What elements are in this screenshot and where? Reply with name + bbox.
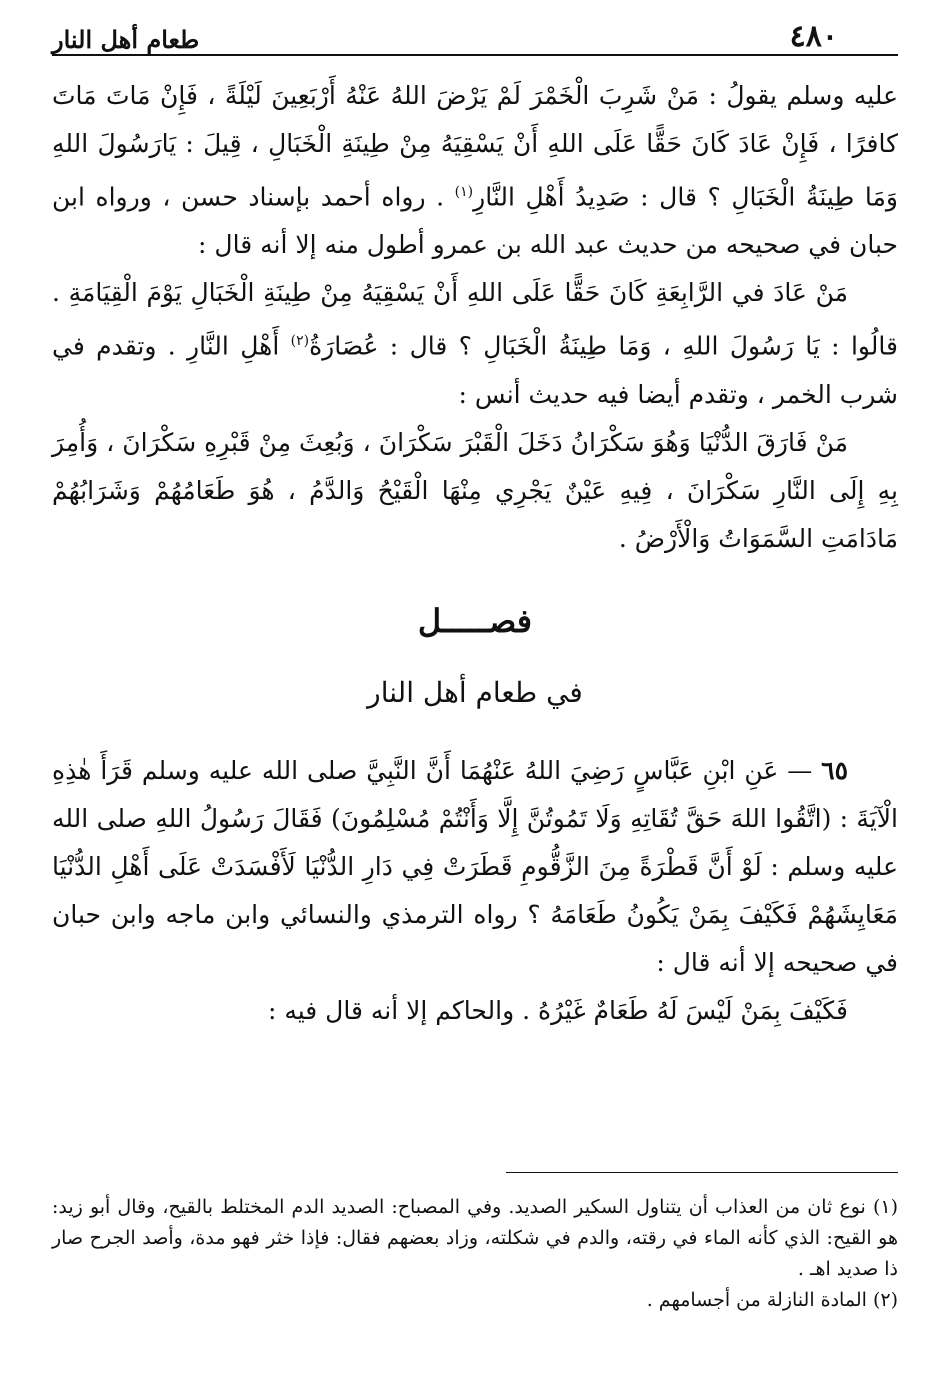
page-header bbox=[52, 14, 898, 54]
footnote-2: (٢) المادة النازلة من أجسامهم . bbox=[646, 1289, 898, 1311]
footnote-ref-1: (١) bbox=[454, 184, 474, 200]
section-heading: فصـــــل bbox=[417, 601, 533, 640]
main-text bbox=[52, 72, 898, 1035]
hadith-65: ٦٥ — عَنِ ابْنِ عَبَّاسٍ رَضِيَ اللهُ عَنْهُمَا أَنَّ النَّبِيَّ صلى الله عليه وسلم قَرَأَ هٰذِهِ الْآيَةَ : (اتَّقُوا اللهَ حَقَّ تُقَاتِهِ وَلَا تَمُوتُنَّ إِلَّا وَأَنْتُمْ مُسْلِمُونَ) فَقَالَ رَسُولُ اللهِ صلى الله عليه وسلم : لَوْ أَنَّ قَطْرَةً مِنَ الزَّقُّومِ قَطَرَتْ فِي دَارِ الدُّنْيَا لَأَفْسَدَتْ عَلَى أَهْلِ الدُّنْيَا مَعَايِشَهُمْ فَكَيْفَ بِمَنْ يَكُونُ طَعَامَهُ ؟ رواه الترمذي والنسائي وابن ماجه وابن حبان في صحيحه إلا أنه قال : bbox=[52, 755, 898, 977]
page-number: ٤٨٠ bbox=[789, 19, 838, 54]
footnote-ref-2: (٢) bbox=[290, 333, 310, 350]
hadith-number: ٦٥ bbox=[821, 755, 848, 785]
paragraph-2: مَنْ عَادَ في الرَّابِعَةِ كَانَ حَقًّا عَلَى اللهِ أَنْ يَسْقِيَهُ مِنْ طِينَةِ الْخَبَالِ يَوْمَ الْقِيَامَةِ . قالُوا : يَا رَسُولَ اللهِ ، وَمَا طِينَةُ الْخَبَالِ ؟ قال : عُصَارَةُ$^{(٢)}$ أَهْلِ النَّارِ . وتقدم في شرب الخمر ، وتقدم أيضا فيه حديث أنس : bbox=[52, 278, 898, 409]
paragraph-5: فَكَيْفَ بِمَنْ لَيْسَ لَهُ طَعَامٌ غَيْرُهُ . والحاكم إلا أنه قال فيه : bbox=[267, 995, 848, 1025]
footnotes bbox=[52, 1192, 898, 1316]
footnote-rule bbox=[506, 1172, 898, 1173]
paragraph-1: عليه وسلم يقولُ : مَنْ شَرِبَ الْخَمْرَ لَمْ يَرْضَ اللهُ عَنْهُ أَرْبَعِينَ لَيْلَةً ، فَإِنْ مَاتَ مَاتَ كافرًا ، فَإِنْ عَادَ كَانَ حَقًّا عَلَى اللهِ أَنْ يَسْقِيَهُ مِنْ طِينَةِ الْخَبَالِ ، قِيلَ : يَارَسُولَ اللهِ وَمَا طِينَةُ الْخَبَالِ ؟ قال : صَدِيدُ أَهْلِ النَّارِ$^{(١)}$ . رواه أحمد بإسناد حسن ، ورواه ابن حبان في صحيحه من حديث عبد الله بن عمرو أطول منه إلا أنه قال : bbox=[52, 81, 898, 260]
header-rule bbox=[52, 54, 898, 56]
footnote-1: (١) نوع ثان من العذاب أن يتناول السكير الصديد. وفي المصباح: الصديد الدم المختلط بالقيح، وقال أبو زيد: هو القيح: الذي كأنه الماء في رقته، والدم في شكلته، وزاد بعضهم فقال: فإذا خثر فهو مدة، وأصد الجرح صار ذا صديد اهـ . bbox=[52, 1196, 898, 1280]
section-subheading: في طعام أهل النار bbox=[367, 675, 583, 709]
running-title: طعام أهل النار bbox=[52, 25, 200, 54]
paragraph-3: مَنْ فَارَقَ الدُّنْيَا وَهُوَ سَكْرَانُ دَخَلَ الْقَبْرَ سَكْرَانَ ، وَبُعِثَ مِنْ قَبْرِهِ سَكْرَانَ ، وَأُمِرَ بِهِ إِلَى النَّارِ سَكْرَانَ ، فِيهِ عَيْنٌ يَجْرِي مِنْهَا الْقَيْحُ وَالدَّمُ ، هُوَ طَعَامُهُمْ وَشَرَابُهُمْ مَادَامَتِ السَّمَوَاتُ وَالْأَرْضُ . bbox=[52, 427, 898, 553]
